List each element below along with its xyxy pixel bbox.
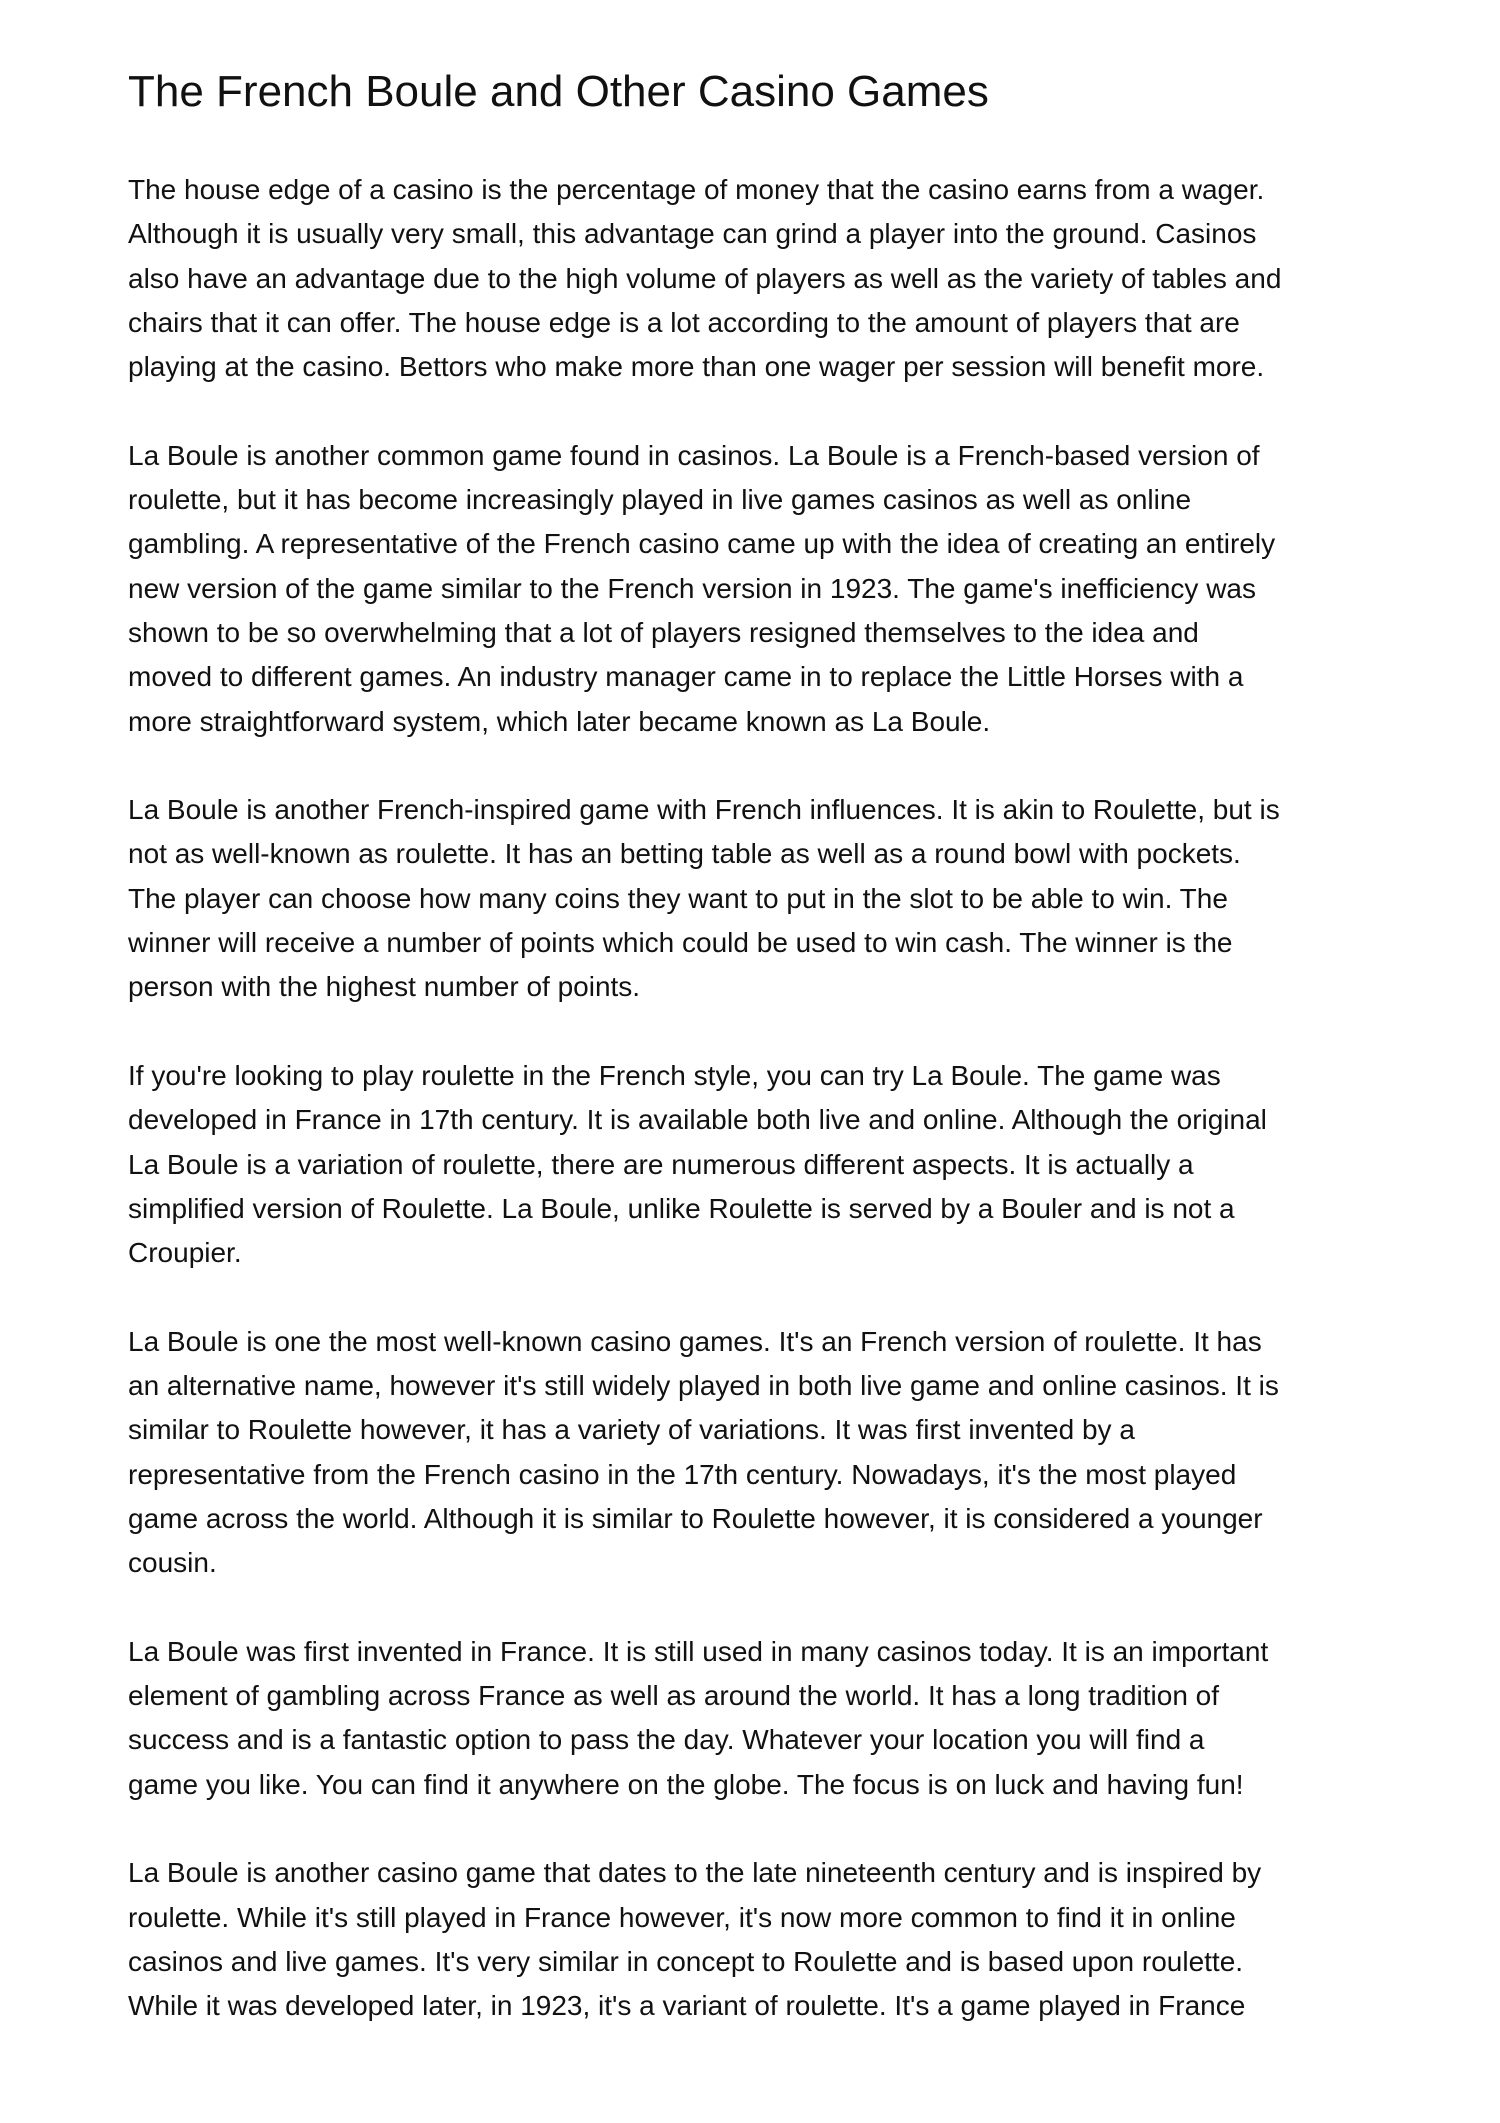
text-line: La Boule is another common game found in casinos. La Boule is a French-based version of	[128, 439, 1260, 471]
text-line: representative from the French casino in the 17th century. Nowadays, it's the most played	[128, 1458, 1237, 1490]
text-line: chairs that it can offer. The house edge is a lot according to the amount of players that are	[128, 306, 1240, 338]
text-line: not as well-known as roulette. It has an betting table as well as a round bowl with pockets.	[128, 838, 1241, 870]
text-line: an alternative name, however it's still widely played in both live game and online casinos. It is	[128, 1370, 1279, 1402]
text-line: Although it is usually very small, this advantage can grind a player into the ground. Casinos	[128, 218, 1257, 250]
text-line: casinos and live games. It's very similar in concept to Roulette and is based upon roulette.	[128, 1945, 1244, 1977]
text-line: game you like. You can find it anywhere on the globe. The focus is on luck and having fun!	[128, 1768, 1244, 1800]
text-line: While it was developed later, in 1923, it's a variant of roulette. It's a game played in France	[128, 1990, 1246, 2022]
text-line: winner will receive a number of points which could be used to win cash. The winner is the	[128, 927, 1233, 959]
text-line: developed in France in 17th century. It is available both live and online. Although the original	[128, 1104, 1267, 1136]
text-line: similar to Roulette however, it has a variety of variations. It was first invented by a	[128, 1414, 1135, 1446]
text-line: playing at the casino. Bettors who make more than one wager per session will benefit more.	[128, 351, 1265, 383]
text-line: La Boule was first invented in France. It is still used in many casinos today. It is an important	[128, 1635, 1269, 1667]
article-body	[128, 168, 1281, 2073]
paragraph	[128, 788, 1281, 1009]
text-line: The player can choose how many coins they want to put in the slot to be able to win. The	[128, 882, 1228, 914]
text-line: La Boule is one the most well-known casino games. It's an French version of roulette. It has	[128, 1325, 1262, 1357]
text-line: person with the highest number of points.	[128, 971, 641, 1003]
paragraph	[128, 168, 1281, 389]
text-line: more straightforward system, which later became known as La Boule.	[128, 705, 991, 737]
text-line: roulette, but it has become increasingly played in live games casinos as well as online	[128, 484, 1192, 516]
paragraph	[128, 1320, 1281, 1586]
text-line: If you're looking to play roulette in the French style, you can try La Boule. The game was	[128, 1059, 1221, 1091]
text-line: cousin.	[128, 1547, 217, 1579]
text-line: gambling. A representative of the French casino came up with the idea of creating an entirely	[128, 528, 1276, 560]
text-line: simplified version of Roulette. La Boule, unlike Roulette is served by a Bouler and is not a	[128, 1192, 1235, 1224]
paragraph	[128, 1630, 1281, 1807]
text-line: also have an advantage due to the high volume of players as well as the variety of tables and	[128, 262, 1282, 294]
text-line: new version of the game similar to the French version in 1923. The game's inefficiency was	[128, 572, 1256, 604]
text-line: game across the world. Although it is similar to Roulette however, it is considered a younger	[128, 1502, 1263, 1534]
text-line: La Boule is a variation of roulette, there are numerous different aspects. It is actually a	[128, 1148, 1194, 1180]
text-line: shown to be so overwhelming that a lot of players resigned themselves to the idea and	[128, 616, 1199, 648]
paragraph	[128, 434, 1281, 744]
paragraph	[128, 1054, 1281, 1275]
text-line: La Boule is another French-inspired game with French influences. It is akin to Roulette, but is	[128, 794, 1280, 826]
text-line: moved to different games. An industry manager came in to replace the Little Horses with a	[128, 661, 1244, 693]
paragraph	[128, 1851, 1281, 2028]
text-line: success and is a fantastic option to pass the day. Whatever your location you will find a	[128, 1724, 1205, 1756]
text-line: Croupier.	[128, 1237, 242, 1269]
page-title: The French Boule and Other Casino Games	[128, 67, 989, 116]
text-line: roulette. While it's still played in France however, it's now more common to find it in online	[128, 1901, 1236, 1933]
text-line: element of gambling across France as well as around the world. It has a long tradition of	[128, 1680, 1220, 1712]
text-line: La Boule is another casino game that dates to the late nineteenth century and is inspired by	[128, 1857, 1262, 1889]
text-line: The house edge of a casino is the percentage of money that the casino earns from a wager.	[128, 174, 1265, 205]
